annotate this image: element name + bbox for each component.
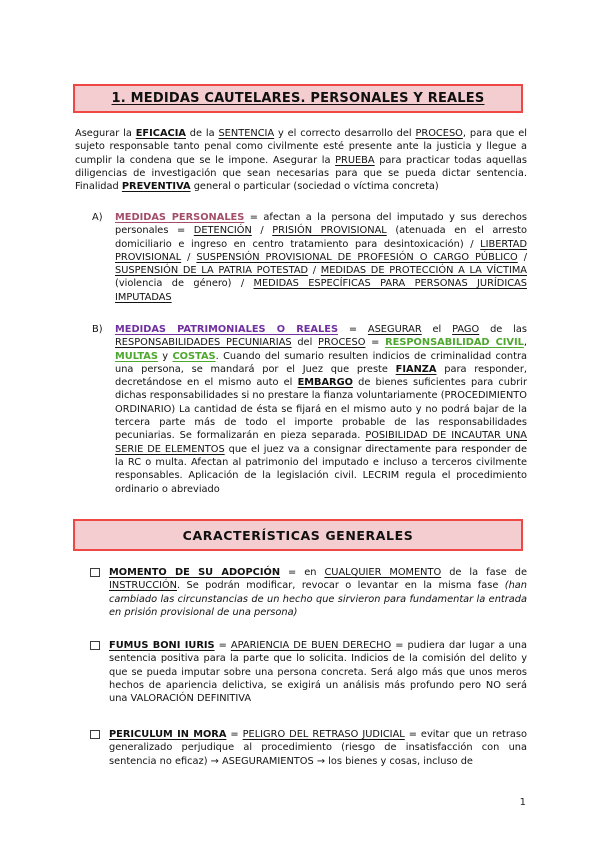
list-marker-b: B)	[92, 324, 103, 335]
checklist-content: PERICULUM IN MORA = PELIGRO DEL RETRASO JUDICIAL = evitar que un retraso generalizado perjudique al procedimiento (riesgo de insatisfacción con una sentencia no eficaz) → ASEGURAMIENTOS → los bienes y cosas, incluso de	[109, 729, 527, 767]
checklist-content: FUMUS BONI IURIS = APARIENCIA DE BUEN DERECHO = pudiera dar lugar a una sentencia positiva para la parte que lo solicita. Indicios de la comisión del delito y que se pueda imputar sobre una persona concreta. Será algo más que unos meros hechos de apariencia delictiva, se exigirá un análisis más profundo pero NO será una VALORACIÓN DEFINITIVA	[109, 640, 527, 705]
section-title: CARACTERÍSTICAS GENERALES	[182, 527, 414, 543]
checklist-item-periculum-in-mora	[90, 728, 527, 768]
checklist-content: MOMENTO DE SU ADOPCIÓN = en CUALQUIER MOMENTO de la fase de INSTRUCCIÓN. Se podrán modificar, revocar o levantar en la misma fase (han cambiado las circunstancias de un hecho que sirvieron para fundamentar la entrada en prisión provisional de una persona)	[109, 567, 527, 618]
page-number: 1	[519, 797, 526, 808]
checkbox-icon	[90, 568, 100, 577]
checklist-item-fumus-boni-iuris	[90, 639, 527, 705]
list-item-medidas-personales	[92, 211, 527, 304]
section-banner-caracteristicas	[73, 519, 523, 551]
title-banner	[73, 84, 523, 113]
list-item-medidas-patrimoniales	[92, 323, 527, 496]
checkbox-icon	[90, 641, 100, 650]
intro-paragraph: Asegurar la EFICACIA de la SENTENCIA y el correcto desarrollo del PROCESO, para que el sujeto responsable tanto penal como civilmente esté presente ante la justicia y llegue a cumplir la condena que se le impone. Asegurar la PRUEBA para practicar todas aquellas diligencias de investigación que sean necesarias para que se pueda dictar sentencia. Finalidad PREVENTIVA general o particular (sociedad o víctima concreta)	[75, 128, 528, 193]
checklist-item-momento-adopcion	[90, 566, 527, 619]
list-content-a: MEDIDAS PERSONALES = afectan a la persona del imputado y sus derechos personales = DETENCIÓN / PRISIÓN PROVISIONAL (atenuada en el arresto domiciliario e ingreso en centro tratamiento para desintoxicación) / LIBERTAD PROVISIONAL / SUSPENSIÓN PROVISIONAL DE PROFESIÓN O CARGO PÚBLICO / SUSPENSIÓN DE LA PATRIA POTESTAD / MEDIDAS DE PROTECCIÓN A LA VÍCTIMA (violencia de género) / MEDIDAS ESPECÍFICAS PARA PERSONAS JURÍDICAS IMPUTADAS	[115, 212, 528, 303]
list-marker-a: A)	[92, 212, 103, 223]
page-title: 1. MEDIDAS CAUTELARES. PERSONALES Y REALES	[111, 91, 485, 106]
list-content-b: MEDIDAS PATRIMONIALES O REALES = ASEGURAR el PAGO de las RESPONSABILIDADES PECUNIARIAS del PROCESO = RESPONSABILIDAD CIVIL, MULTAS y COSTAS. Cuando del sumario resulten indicios de criminalidad contra una persona, se mandará por el Juez que preste FIANZA para responder, decretándose en el mismo auto el EMBARGO de bienes suficientes para cubrir dichas responsabilidades si no prestare la fianza voluntariamente (PROCEDIMIENTO ORDINARIO) La cantidad de ésta se fijará en el mismo auto y no podrá bajar de la tercera parte más de todo el importe probable de las responsabilidades pecuniarias. Se formalizarán en pieza separada. POSIBILIDAD DE INCAUTAR UNA SERIE DE ELEMENTOS que el juez va a consignar directamente para responder de la RC o multa. Afectan al patrimonio del imputado e incluso a terceros civilmente responsables. Aplicación de la legislación civil. LECRIM regula el procedimiento ordinario o abreviado	[115, 324, 528, 495]
checkbox-icon	[90, 730, 100, 739]
